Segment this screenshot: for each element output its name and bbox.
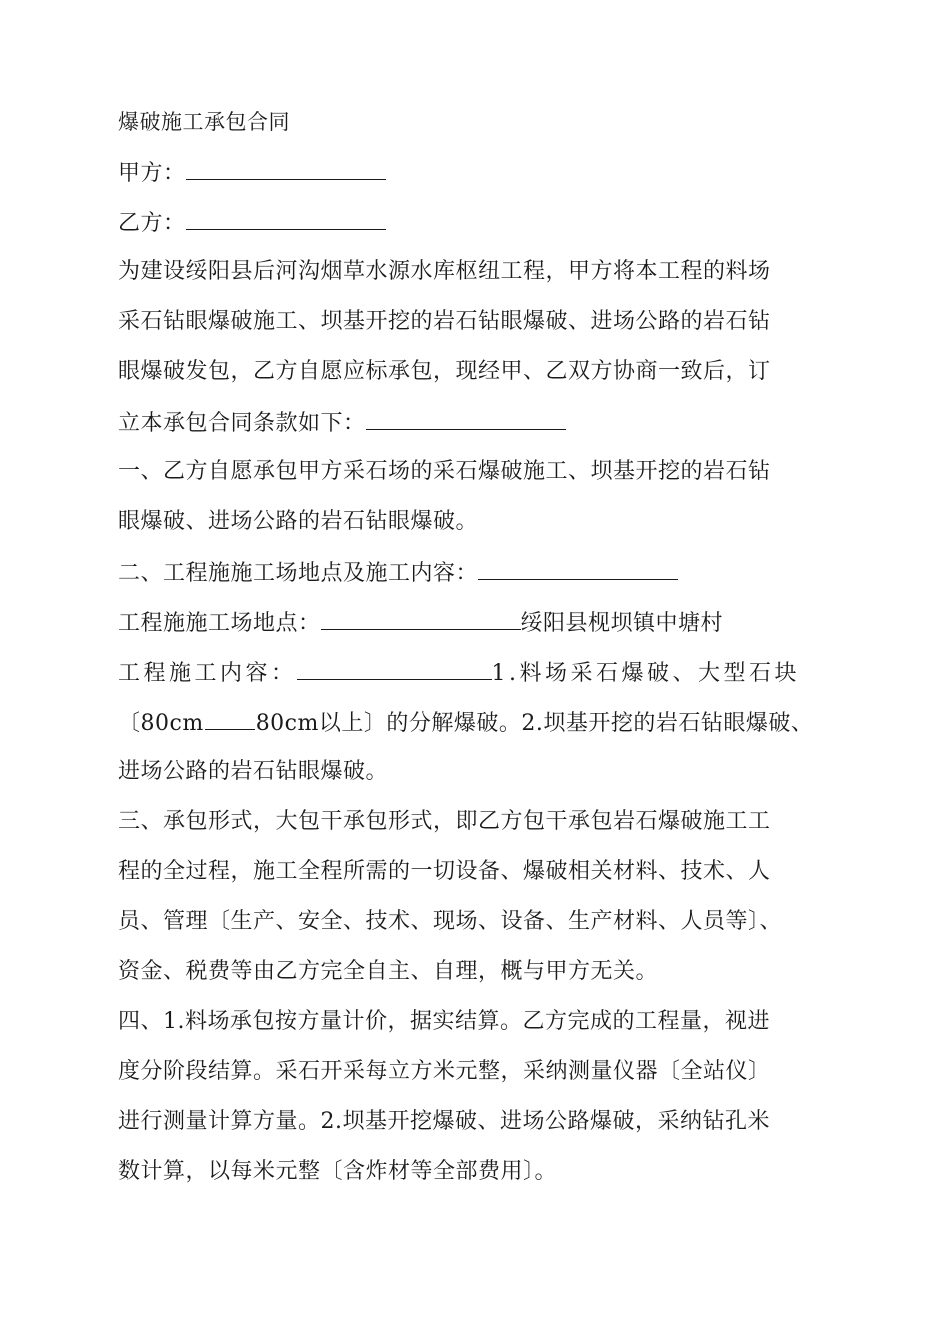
contract-document: [118, 105, 848, 1205]
intro-line-4-text: 立本承包合同条款如下：: [118, 411, 366, 436]
clause-4-line-4: 数计算，以每米元整〔含炸材等全部费用〕。: [118, 1159, 558, 1184]
site-blank: [321, 605, 521, 630]
content-label: 工程施工内容：: [118, 661, 297, 686]
party-a-blank: [186, 155, 386, 180]
content-blank: [297, 655, 492, 680]
site-line: [118, 605, 848, 655]
clause-2-heading: 二、工程施施工场地点及施工内容：: [118, 561, 479, 586]
party-a-label: 甲方：: [118, 161, 186, 186]
clause-4-line-3: 进行测量计算方量。2.坝基开挖爆破、进场公路爆破，采纳钻孔米: [118, 1109, 770, 1134]
content-line-1: [118, 655, 848, 705]
content-line-2: [118, 705, 848, 755]
clause-1-line-2: 眼爆破、进场公路的岩石钻眼爆破。: [118, 509, 479, 534]
content-line-2-b: 80cm以上〕的分解爆破。2.坝基开挖的岩石钻眼爆破、: [255, 711, 814, 736]
clause-2-heading-line: [118, 555, 848, 605]
intro-line-4: [118, 405, 848, 455]
intro-line-3: 眼爆破发包，乙方自愿应标承包，现经甲、乙双方协商一致后，订: [118, 359, 771, 384]
content-line-2-a: 〔80cm: [118, 711, 204, 736]
site-label: 工程施施工场地点：: [118, 611, 321, 636]
party-b-blank: [186, 205, 386, 230]
clause-3-line-4: 资金、税费等由乙方完全自主、自理，概与甲方无关。: [118, 959, 659, 984]
clause-3-line-2: 程的全过程，施工全程所需的一切设备、爆破相关材料、技术、人: [118, 859, 771, 884]
site-value: 绥阳县枧坝镇中塘村: [520, 611, 724, 636]
party-b-label: 乙方：: [118, 211, 186, 236]
clause-2-blank: [478, 555, 678, 580]
intro-line-1: 为建设绥阳县后河沟烟草水源水库枢纽工程，甲方将本工程的料场: [118, 259, 771, 284]
clause-3-line-1: 三、承包形式，大包干承包形式，即乙方包干承包岩石爆破施工工: [118, 809, 771, 834]
intro-blank: [366, 405, 566, 430]
content-line-3: 进场公路的岩石钻眼爆破。: [118, 759, 389, 784]
party-b-line: [118, 205, 848, 255]
size-range-blank: [205, 705, 255, 730]
clause-4-line-1: 四、1.料场承包按方量计价，据实结算。乙方完成的工程量，视进: [118, 1009, 770, 1034]
content-line-1-text: 1.料场采石爆破、大型石块: [491, 661, 801, 686]
intro-line-2: 采石钻眼爆破施工、坝基开挖的岩石钻眼爆破、进场公路的岩石钻: [118, 309, 771, 334]
clause-1-line-1: 一、乙方自愿承包甲方采石场的采石爆破施工、坝基开挖的岩石钻: [118, 459, 771, 484]
clause-4-line-2: 度分阶段结算。采石开采每立方米元整，采纳测量仪器〔全站仪〕: [118, 1059, 771, 1084]
clause-3-line-3: 员、管理〔生产、安全、技术、现场、设备、生产材料、人员等〕、: [118, 909, 783, 934]
party-a-line: [118, 155, 848, 205]
document-title: 爆破施工承包合同: [118, 110, 290, 134]
